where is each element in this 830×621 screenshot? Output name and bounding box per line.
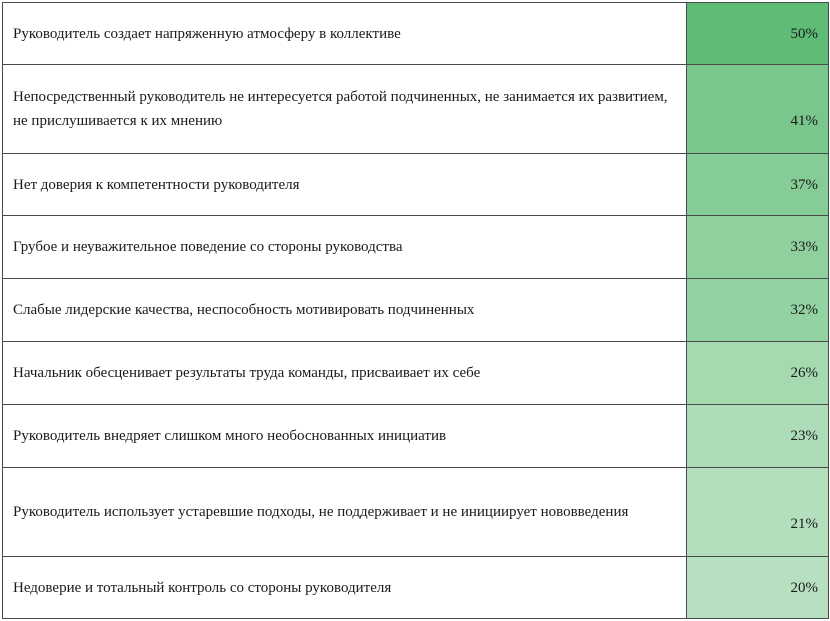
table-row: [3, 65, 829, 154]
row-value: 33%: [687, 216, 829, 279]
row-value: 26%: [687, 342, 829, 405]
row-value: 21%: [687, 468, 829, 557]
row-label: Грубое и неуважительное поведение со стороны руководства: [3, 216, 687, 279]
row-value: 32%: [687, 279, 829, 342]
table-row: [3, 342, 829, 405]
row-value: 41%: [687, 65, 829, 154]
table-row: [3, 3, 829, 65]
row-label: Руководитель использует устаревшие подходы, не поддерживает и не инициирует нововведения: [3, 468, 687, 557]
table-row: [3, 216, 829, 279]
table-body: [3, 3, 829, 619]
row-label: Слабые лидерские качества, неспособность мотивировать подчиненных: [3, 279, 687, 342]
table-row: [3, 405, 829, 468]
row-value: 20%: [687, 557, 829, 619]
row-label: Непосредственный руководитель не интересуется работой подчиненных, не занимается их развитием, не прислушивается к их мнению: [3, 65, 687, 154]
table-row: [3, 557, 829, 619]
table-row: [3, 154, 829, 216]
row-label: Нет доверия к компетентности руководителя: [3, 154, 687, 216]
table-row: [3, 279, 829, 342]
row-label: Руководитель внедряет слишком много необоснованных инициатив: [3, 405, 687, 468]
heatmap-table: [2, 2, 829, 619]
row-label: Начальник обесценивает результаты труда команды, присваивает их себе: [3, 342, 687, 405]
row-value: 37%: [687, 154, 829, 216]
row-label: Руководитель создает напряженную атмосферу в коллективе: [3, 3, 687, 65]
row-value: 50%: [687, 3, 829, 65]
row-value: 23%: [687, 405, 829, 468]
table-row: [3, 468, 829, 557]
row-label: Недоверие и тотальный контроль со стороны руководителя: [3, 557, 687, 619]
